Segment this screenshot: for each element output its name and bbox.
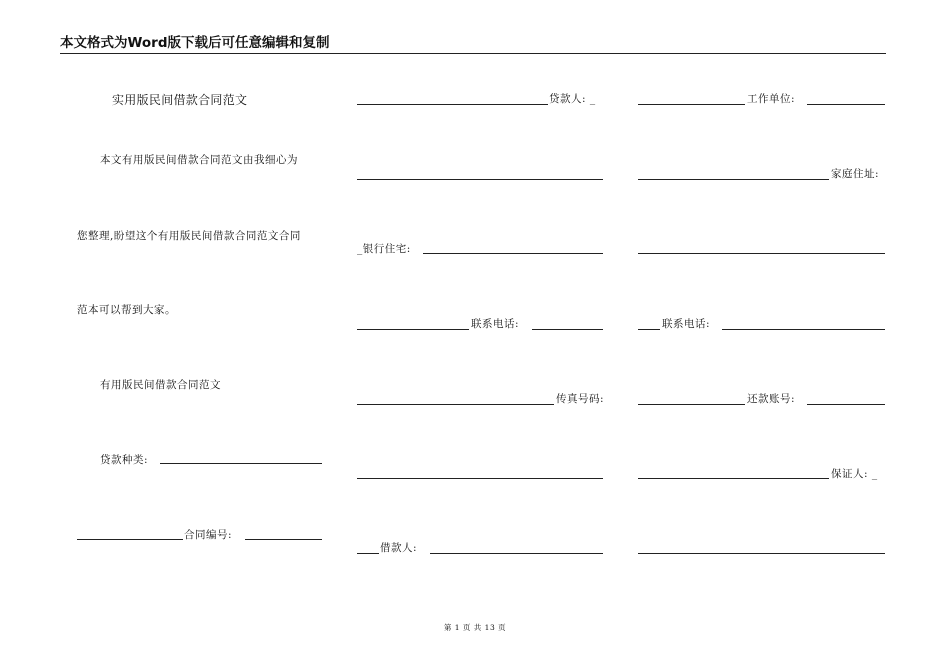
col2-blank-line-6 [357,478,603,479]
guarantor-leading-blank [638,478,829,479]
page-header-banner: 本文格式为Word版下载后可任意编辑和复制 [60,34,886,54]
section-subtitle: 有用版民间借款合同范文 [100,379,221,391]
col2-contact-phone-label: 联系电话: [471,318,520,330]
contract-no-blank [245,539,322,540]
lender-leading-blank [357,104,548,105]
work-unit-leading-blank [638,104,745,105]
bank-residence-blank [423,253,603,254]
fax-leading-blank [357,404,554,405]
borrower-leading-blank [357,553,379,554]
col3-contact-phone-blank [722,329,885,330]
work-unit-label: 工作单位: [747,93,796,105]
intro-line-1: 本文有用版民间借款合同范文由我细心为 [100,154,298,166]
contract-no-leading-blank [77,539,183,540]
bank-residence-label: _银行住宅: [357,243,411,255]
col2-contact-phone-blank [532,329,603,330]
repay-account-leading-blank [638,404,745,405]
page-number-footer: 第 1 页 共 13 页 [443,623,507,632]
col3-contact-phone-label: 联系电话: [662,318,711,330]
guarantor-label: 保证人: _ [831,468,878,480]
intro-line-3: 范本可以帮到大家。 [77,304,176,316]
contract-no-label: 合同编号: [184,529,233,541]
loan-type-label: 贷款种类: [100,454,149,466]
repay-account-blank [807,404,885,405]
intro-line-2: 您整理,盼望这个有用版民间借款合同范文合同 [77,230,301,242]
col2-blank-line-2 [357,179,603,180]
fax-label: 传真号码: [556,393,605,405]
home-address-label: 家庭住址: [831,168,880,180]
repay-account-label: 还款账号: [747,393,796,405]
col3-blank-line-7 [638,553,885,554]
col2-phone-leading-blank [357,329,469,330]
borrower-label: 借款人: [380,542,418,554]
col3-phone-leading-blank [638,329,660,330]
document-title: 实用版民间借款合同范文 [112,93,248,107]
work-unit-blank [807,104,885,105]
home-address-leading-blank [638,179,829,180]
lender-label: 贷款人: _ [549,93,596,105]
borrower-blank [430,553,603,554]
col3-blank-line-3 [638,253,885,254]
loan-type-blank [160,463,322,464]
